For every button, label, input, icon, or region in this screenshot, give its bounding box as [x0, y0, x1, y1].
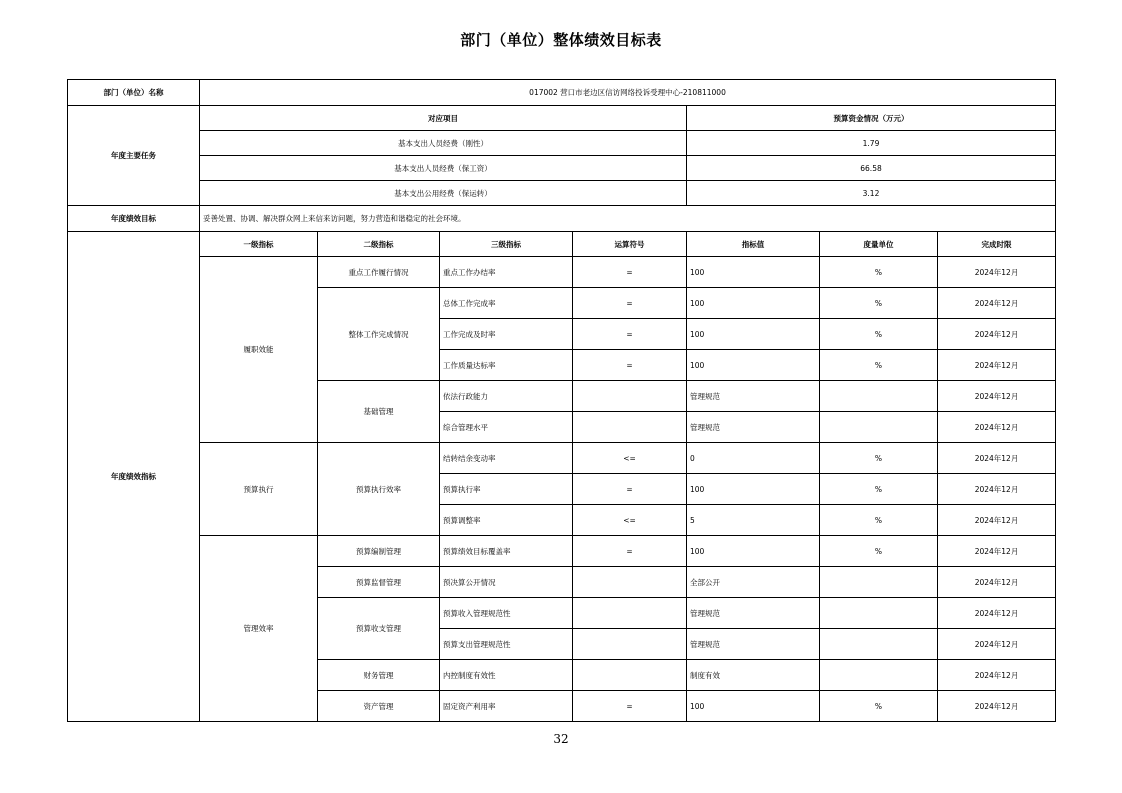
dept-label: 部门（单位）名称 — [68, 80, 200, 106]
level3-cell: 工作完成及时率 — [440, 319, 573, 350]
unit-cell — [820, 381, 938, 412]
value-cell: 100 — [687, 474, 820, 505]
header-deadline: 完成时限 — [938, 232, 1056, 257]
operator-cell — [573, 381, 687, 412]
unit-cell — [820, 412, 938, 443]
level2-cell: 资产管理 — [318, 691, 440, 722]
operator-cell — [573, 412, 687, 443]
deadline-cell: 2024年12月 — [938, 412, 1056, 443]
level3-cell: 重点工作办结率 — [440, 257, 573, 288]
level2-cell: 整体工作完成情况 — [318, 288, 440, 381]
level3-cell: 预算调整率 — [440, 505, 573, 536]
value-cell: 5 — [687, 505, 820, 536]
level1-cell: 预算执行 — [200, 443, 318, 536]
unit-cell: % — [820, 536, 938, 567]
task-item: 基本支出人员经费（刚性） — [200, 131, 687, 156]
level1-cell: 履职效能 — [200, 257, 318, 443]
level3-cell: 内控制度有效性 — [440, 660, 573, 691]
task-item: 基本支出人员经费（保工资） — [200, 156, 687, 181]
level3-cell: 总体工作完成率 — [440, 288, 573, 319]
level3-cell: 结转结余变动率 — [440, 443, 573, 474]
page-title: 部门（单位）整体绩效目标表 — [460, 31, 662, 49]
deadline-cell: 2024年12月 — [938, 319, 1056, 350]
unit-cell: % — [820, 474, 938, 505]
operator-cell: = — [573, 474, 687, 505]
page-number: 32 — [553, 732, 569, 746]
deadline-cell: 2024年12月 — [938, 505, 1056, 536]
task-amount: 3.12 — [687, 181, 1056, 206]
deadline-cell: 2024年12月 — [938, 536, 1056, 567]
deadline-cell: 2024年12月 — [938, 474, 1056, 505]
header-value: 指标值 — [687, 232, 820, 257]
value-cell: 100 — [687, 288, 820, 319]
operator-cell: <= — [573, 443, 687, 474]
dept-name: 017002 营口市老边区信访网络投诉受理中心-210811000 — [200, 80, 1056, 106]
level1-cell: 管理效率 — [200, 536, 318, 722]
tasks-header-item: 对应项目 — [200, 106, 687, 131]
value-cell: 管理规范 — [687, 412, 820, 443]
deadline-cell: 2024年12月 — [938, 381, 1056, 412]
value-cell: 全部公开 — [687, 567, 820, 598]
value-cell: 100 — [687, 350, 820, 381]
unit-cell: % — [820, 691, 938, 722]
header-unit: 度量单位 — [820, 232, 938, 257]
operator-cell: <= — [573, 505, 687, 536]
level2-cell: 基础管理 — [318, 381, 440, 443]
tasks-label: 年度主要任务 — [68, 106, 200, 206]
unit-cell: % — [820, 505, 938, 536]
deadline-cell: 2024年12月 — [938, 567, 1056, 598]
unit-cell: % — [820, 443, 938, 474]
deadline-cell: 2024年12月 — [938, 598, 1056, 629]
deadline-cell: 2024年12月 — [938, 629, 1056, 660]
unit-cell: % — [820, 350, 938, 381]
deadline-cell: 2024年12月 — [938, 257, 1056, 288]
unit-cell — [820, 598, 938, 629]
level3-cell: 预算收入管理规范性 — [440, 598, 573, 629]
level3-cell: 预决算公开情况 — [440, 567, 573, 598]
header-operator: 运算符号 — [573, 232, 687, 257]
level3-cell: 预算执行率 — [440, 474, 573, 505]
value-cell: 100 — [687, 536, 820, 567]
operator-cell: = — [573, 350, 687, 381]
header-level3: 三级指标 — [440, 232, 573, 257]
level2-cell: 预算监督管理 — [318, 567, 440, 598]
unit-cell — [820, 629, 938, 660]
operator-cell — [573, 598, 687, 629]
value-cell: 管理规范 — [687, 381, 820, 412]
tasks-header-budget: 预算资金情况（万元） — [687, 106, 1056, 131]
unit-cell — [820, 567, 938, 598]
operator-cell: = — [573, 257, 687, 288]
performance-table — [67, 79, 1056, 722]
unit-cell: % — [820, 288, 938, 319]
value-cell: 管理规范 — [687, 598, 820, 629]
level3-cell: 工作质量达标率 — [440, 350, 573, 381]
level3-cell: 固定资产利用率 — [440, 691, 573, 722]
deadline-cell: 2024年12月 — [938, 350, 1056, 381]
level3-cell: 预算绩效目标覆盖率 — [440, 536, 573, 567]
task-item: 基本支出公用经费（保运转） — [200, 181, 687, 206]
header-level2: 二级指标 — [318, 232, 440, 257]
level3-cell: 依法行政能力 — [440, 381, 573, 412]
value-cell: 100 — [687, 691, 820, 722]
level2-cell: 预算收支管理 — [318, 598, 440, 660]
operator-cell: = — [573, 319, 687, 350]
goal-label: 年度绩效目标 — [68, 206, 200, 232]
operator-cell: = — [573, 288, 687, 319]
operator-cell — [573, 567, 687, 598]
deadline-cell: 2024年12月 — [938, 691, 1056, 722]
level2-cell: 重点工作履行情况 — [318, 257, 440, 288]
level2-cell: 预算执行效率 — [318, 443, 440, 536]
header-level1: 一级指标 — [200, 232, 318, 257]
task-amount: 66.58 — [687, 156, 1056, 181]
deadline-cell: 2024年12月 — [938, 443, 1056, 474]
indicators-label: 年度绩效指标 — [68, 232, 200, 722]
value-cell: 100 — [687, 319, 820, 350]
operator-cell: = — [573, 536, 687, 567]
level3-cell: 综合管理水平 — [440, 412, 573, 443]
value-cell: 0 — [687, 443, 820, 474]
level3-cell: 预算支出管理规范性 — [440, 629, 573, 660]
task-amount: 1.79 — [687, 131, 1056, 156]
deadline-cell: 2024年12月 — [938, 660, 1056, 691]
goal-text: 妥善处置、协调、解决群众网上来信来访问题，努力营造和谐稳定的社会环境。 — [200, 206, 1056, 232]
value-cell: 管理规范 — [687, 629, 820, 660]
level2-cell: 预算编制管理 — [318, 536, 440, 567]
value-cell: 100 — [687, 257, 820, 288]
unit-cell — [820, 660, 938, 691]
operator-cell: = — [573, 691, 687, 722]
operator-cell — [573, 660, 687, 691]
deadline-cell: 2024年12月 — [938, 288, 1056, 319]
operator-cell — [573, 629, 687, 660]
unit-cell: % — [820, 257, 938, 288]
value-cell: 制度有效 — [687, 660, 820, 691]
level2-cell: 财务管理 — [318, 660, 440, 691]
unit-cell: % — [820, 319, 938, 350]
